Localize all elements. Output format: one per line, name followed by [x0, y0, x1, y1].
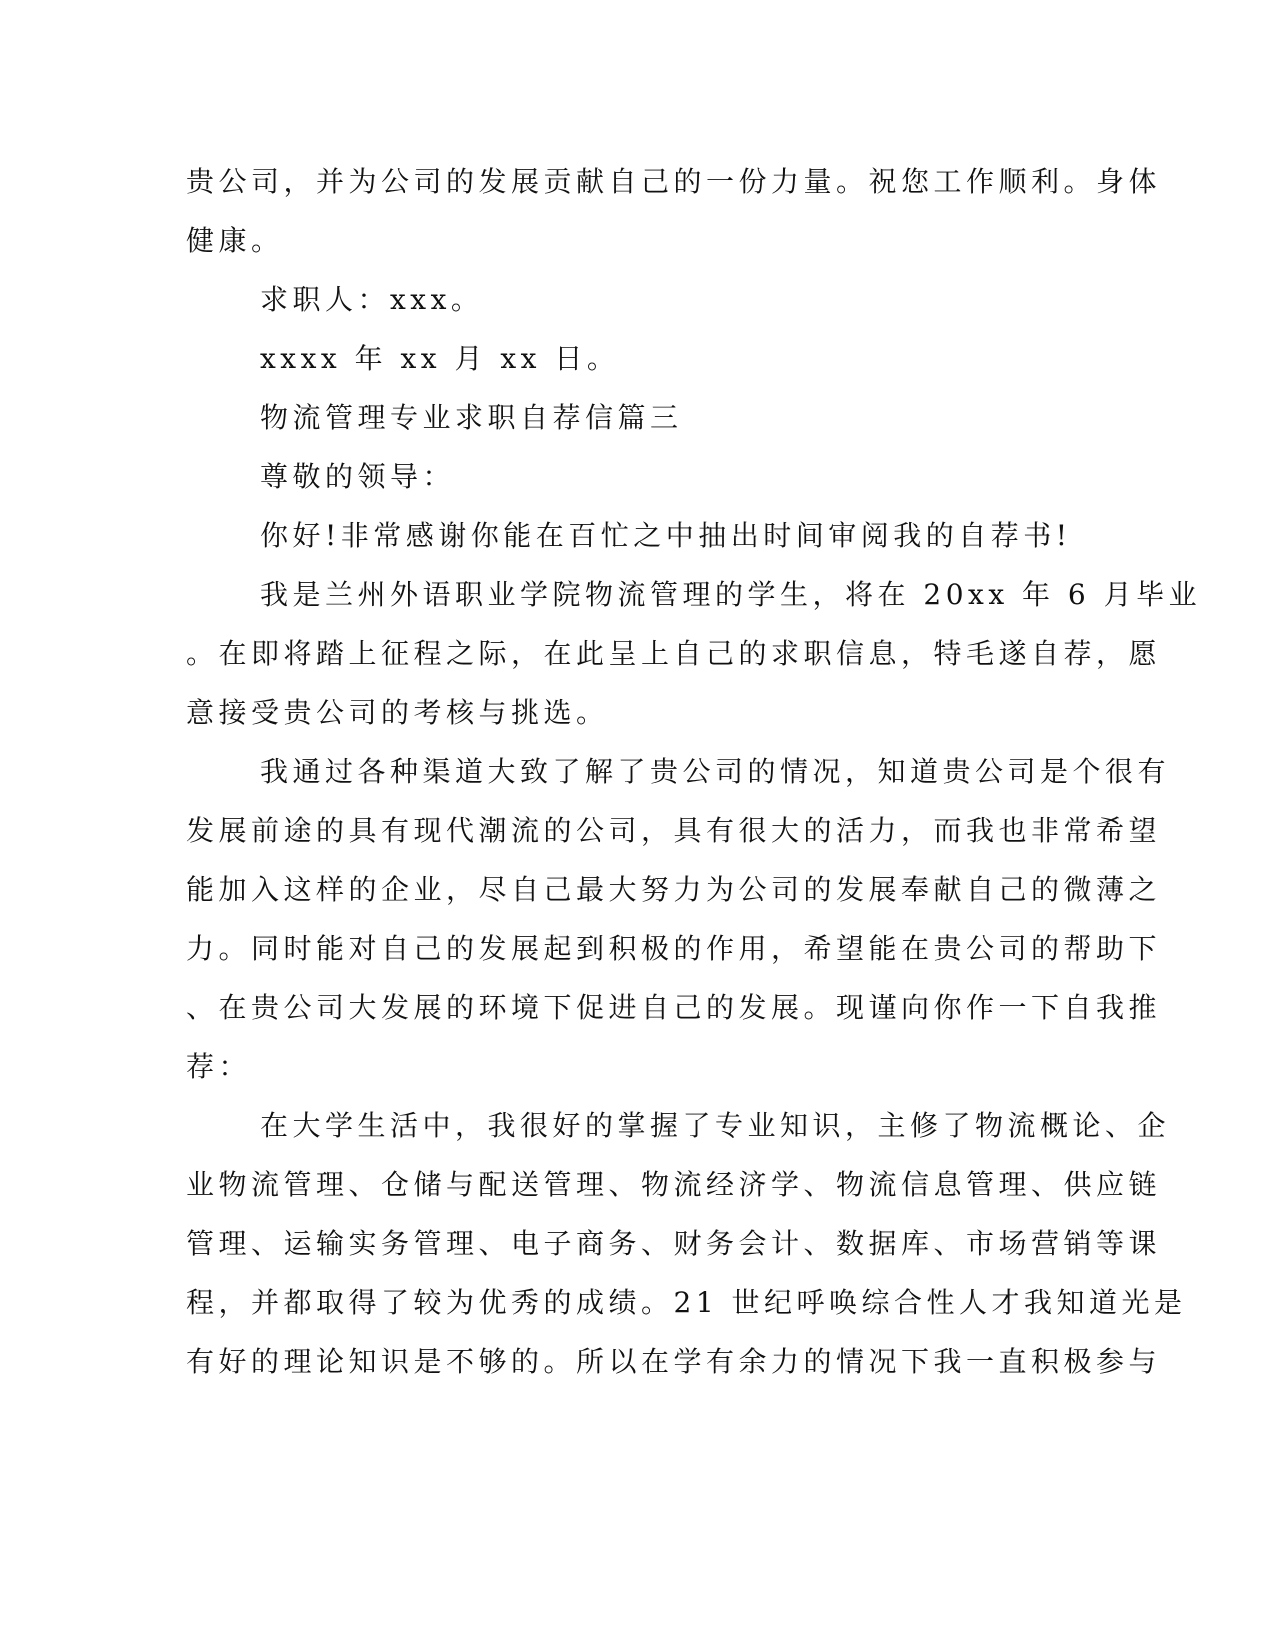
greeting-line: 你好!非常感谢你能在百忙之中抽出时间审阅我的自荐书! — [260, 519, 1072, 552]
date-line: xxxx 年 xx 月 xx 日。 — [260, 342, 620, 375]
text-line: 能加入这样的企业，尽自己最大努力为公司的发展奉献自己的微薄之 — [186, 873, 1162, 906]
text-line: 程，并都取得了较为优秀的成绩。21 世纪呼唤综合性人才我知道光是 — [186, 1286, 1187, 1319]
text-line: 荐： — [186, 1050, 252, 1083]
signature-line: 求职人：xxx。 — [260, 283, 484, 316]
text-line: 有好的理论知识是不够的。所以在学有余力的情况下我一直积极参与 — [186, 1345, 1162, 1378]
text-line: 在大学生活中，我很好的掌握了专业知识，主修了物流概论、企 — [260, 1109, 1171, 1142]
text-line: 我是兰州外语职业学院物流管理的学生，将在 20xx 年 6 月毕业 — [260, 578, 1202, 611]
text-line: 力。同时能对自己的发展起到积极的作用，希望能在贵公司的帮助下 — [186, 932, 1162, 965]
salutation: 尊敬的领导： — [260, 460, 456, 493]
text-line: 、在贵公司大发展的环境下促进自己的发展。现谨向你作一下自我推 — [186, 991, 1162, 1024]
text-line: 发展前途的具有现代潮流的公司，具有很大的活力，而我也非常希望 — [186, 814, 1162, 847]
text-line: 我通过各种渠道大致了解了贵公司的情况，知道贵公司是个很有 — [260, 755, 1171, 788]
text-line: 。在即将踏上征程之际，在此呈上自己的求职信息，特毛遂自荐，愿 — [186, 637, 1162, 670]
text-line: 管理、运输实务管理、电子商务、财务会计、数据库、市场营销等课 — [186, 1227, 1162, 1260]
text-line: 健康。 — [186, 224, 284, 257]
text-line: 意接受贵公司的考核与挑选。 — [186, 696, 609, 729]
text-line: 业物流管理、仓储与配送管理、物流经济学、物流信息管理、供应链 — [186, 1168, 1162, 1201]
section-title: 物流管理专业求职自荐信篇三 — [260, 401, 683, 434]
text-line: 贵公司，并为公司的发展贡献自己的一份力量。祝您工作顺利。身体 — [186, 165, 1162, 198]
